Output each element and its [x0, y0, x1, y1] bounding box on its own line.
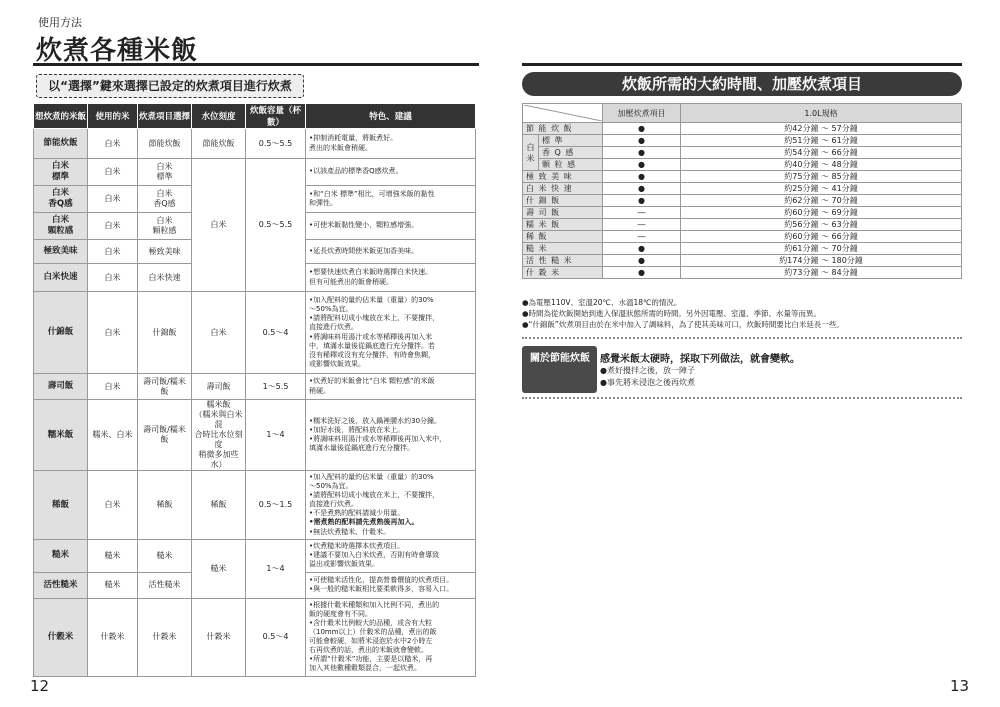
feature-line: •炊煮好的米飯會比“白米 顆粒感”的米飯 [309, 377, 435, 386]
mode-name: 活性糙米 [34, 572, 88, 598]
pressure-mark: ● [603, 243, 681, 255]
feature-line: 直接進行炊煮。 [309, 500, 358, 509]
pressure-mark: ● [603, 159, 681, 171]
features-cell [306, 159, 476, 186]
mode-name: 壽 司 飯 [523, 207, 603, 219]
note-line: ●為電壓110V、室溫20℃、水溫18℃的情況。 [522, 298, 682, 307]
mode-name: 極致美味 [34, 240, 88, 264]
capacity: 0.5〜1.5 [246, 471, 306, 540]
table-row [523, 255, 962, 267]
rice-type: 白米 [88, 240, 138, 264]
table-row [523, 159, 962, 171]
pressure-mark: ● [603, 195, 681, 207]
water-level: 糙米 [192, 539, 246, 598]
tips-list [600, 365, 695, 389]
features-cell [306, 240, 476, 264]
capacity: 1〜5.5 [246, 374, 306, 400]
mode-name: 糯米飯 [34, 400, 88, 471]
table-row [523, 231, 962, 243]
table-row [523, 123, 962, 135]
mode-name: 壽司飯 [34, 374, 88, 400]
title-rule [33, 63, 479, 66]
column-header: 炊煮項目選擇 [138, 104, 192, 129]
capacity: 0.5〜4 [246, 292, 306, 374]
table-row [34, 129, 476, 159]
mode-name: 顆 粒 感 [539, 159, 603, 171]
course-select: 壽司飯/糯米飯 [138, 374, 192, 400]
cook-time: 約51分鐘 〜 61分鐘 [681, 135, 962, 147]
rice-type: 白米 [88, 186, 138, 213]
water-level: 白米 [192, 159, 246, 292]
divider-dotted [522, 337, 962, 339]
features-cell [306, 213, 476, 240]
rice-type: 白米 [88, 129, 138, 159]
pressure-mark: ● [603, 147, 681, 159]
table-row [34, 159, 476, 186]
mode-name: 糙 米 [523, 243, 603, 255]
mode-name: 香 Q 感 [539, 147, 603, 159]
cook-time: 約54分鐘 〜 66分鐘 [681, 147, 962, 159]
feature-line: 中，填滿水量後從鍋底進行充分攪拌。若 [309, 341, 435, 350]
table-row [523, 183, 962, 195]
feature-line: 稍硬。 [309, 386, 330, 395]
table-row [34, 400, 476, 471]
feature-line: •建議不要加入白米炊煮，否則有時會導致 [309, 551, 440, 560]
table-row [523, 219, 962, 231]
right-section-label: 炊飯所需的大約時間、加壓炊煮項目 [522, 72, 962, 96]
feature-line: •加好水後，將配料放在米上。 [309, 425, 405, 434]
feature-line: •和“白米 標準”相比，可增強米飯的黏性 [309, 189, 435, 198]
water-level: 什穀米 [192, 598, 246, 676]
breadcrumb: 使用方法 [38, 16, 82, 29]
rice-type: 白米 [88, 213, 138, 240]
cooking-time-table [522, 103, 962, 279]
mode-name: 什 錦 飯 [523, 195, 603, 207]
capacity: 0.5〜4 [246, 598, 306, 676]
title-rule-right [522, 63, 962, 66]
feature-line: 〜50%為宜。 [309, 305, 353, 314]
capacity: 0.5〜5.5 [246, 129, 306, 159]
mode-name: 極 致 美 味 [523, 171, 603, 183]
pressure-mark: ― [603, 207, 681, 219]
course-select: 糙米 [138, 539, 192, 572]
course-select: 什錦飯 [138, 292, 192, 374]
water-level: 糯米飯 （糯米與白米混 合時比水位刻度 稍微多加些水） [192, 400, 246, 471]
table-row [34, 539, 476, 572]
rice-type: 白米 [88, 374, 138, 400]
tips-heading: 感覺米飯太硬時，採取下列做法，就會變軟。 [600, 354, 800, 365]
mode-name: 節 能 炊 飯 [523, 123, 603, 135]
cook-time: 約61分鐘 〜 70分鐘 [681, 243, 962, 255]
cook-time: 約60分鐘 〜 69分鐘 [681, 207, 962, 219]
mode-name: 什錦飯 [34, 292, 88, 374]
feature-line: •請將配料切成小塊放在米上，不要攪拌， [309, 491, 440, 500]
table-row [523, 195, 962, 207]
feature-line: •請將配料切成小塊放在米上，不要攪拌， [309, 314, 440, 323]
feature-line: •炊煮糙米時選擇本炊煮項目。 [309, 542, 405, 551]
pressure-mark: ● [603, 123, 681, 135]
water-level: 壽司飯 [192, 374, 246, 400]
feature-line: （10mm以上）什穀米的品種，煮出的飯 [309, 628, 437, 637]
column-header: 炊飯容量（杯數） [246, 104, 306, 129]
note-line: ●時間為從炊飯開始到進入保溫狀態所需的時間。另外因電壓、室溫、季節、水量等而異。 [522, 308, 822, 318]
feature-line: 〜50%為宜。 [309, 482, 353, 491]
feature-line: •與一般的糙米飯相比要柔軟得多，容易入口。 [309, 585, 454, 594]
features-cell [306, 400, 476, 471]
mode-name: 白米 香Q感 [34, 186, 88, 213]
left-section-label: 以“選擇”鍵來選擇已設定的炊煮項目進行炊煮 [36, 74, 304, 98]
mode-name: 活 性 糙 米 [523, 255, 603, 267]
water-level: 節能炊飯 [192, 129, 246, 159]
course-select: 壽司飯/糯米飯 [138, 400, 192, 471]
notes [522, 298, 962, 331]
pressure-mark: ― [603, 231, 681, 243]
mode-name: 糯 米 飯 [523, 219, 603, 231]
rice-type: 糙米 [88, 539, 138, 572]
feature-line: •根據什穀米種類和加入比例不同，煮出的 [309, 600, 440, 609]
rice-type: 白米 [88, 264, 138, 292]
table-row [34, 471, 476, 540]
table-row [523, 267, 962, 279]
feature-line: •將調味料用湯汁或水等稀釋後再加入米中， [309, 435, 447, 443]
cook-time: 約56分鐘 〜 63分鐘 [681, 219, 962, 231]
feature-line: 右再炊煮的話，煮出的米飯就會變軟。 [309, 646, 428, 655]
column-header: 想炊煮的米飯 [34, 104, 88, 129]
mode-name: 白米 顆粒感 [34, 213, 88, 240]
column-header: 使用的米 [88, 104, 138, 129]
feature-line: •含什穀米比例較大的品種，或含有大粒 [309, 618, 433, 627]
feature-line: 溢出或影響炊飯效果。 [309, 560, 379, 569]
feature-line: •可使米飯黏性變小，顆粒感增強。 [309, 221, 419, 230]
column-header: 1.0L規格 [681, 104, 962, 123]
pressure-mark: ● [603, 171, 681, 183]
note-line: ●“什錦飯”炊煮項目由於在米中加入了調味料，為了使其美味可口，炊飯時間要比白米延長一些。 [522, 319, 844, 329]
feature-line: 煮出的米飯會稍硬。 [309, 143, 372, 152]
feature-line: •無法炊煮糙米、什穀米。 [309, 527, 391, 536]
feature-line: •抑制消耗電量，將飯煮好。 [309, 134, 398, 143]
mode-name: 標 準 [539, 135, 603, 147]
mode-name: 什穀米 [34, 598, 88, 676]
feature-line: 和彈性。 [309, 199, 337, 207]
pressure-mark: ― [603, 219, 681, 231]
column-header: 水位刻度 [192, 104, 246, 129]
page-title: 炊煮各種米飯 [36, 36, 199, 66]
feature-line: •不是煮熟的配料請減少用量。 [309, 509, 405, 518]
pressure-mark: ● [603, 255, 681, 267]
course-select: 白米 顆粒感 [138, 213, 192, 240]
table-row [34, 292, 476, 374]
rice-type: 白米 [88, 292, 138, 374]
mode-name: 節能炊飯 [34, 129, 88, 159]
feature-line: •糯米洗好之後，放入鍋裡腰水約30分鐘。 [309, 416, 442, 425]
course-select: 白米 標準 [138, 159, 192, 186]
features-cell [306, 264, 476, 292]
cook-time: 約25分鐘 〜 41分鐘 [681, 183, 962, 195]
page-number-left: 12 [30, 677, 50, 695]
column-header: 加壓炊煮項目 [603, 104, 681, 123]
diagonal-line [524, 105, 602, 121]
table-row [34, 374, 476, 400]
feature-line: •延長炊煮時間使米飯更加香美味。 [309, 246, 419, 255]
rice-type: 什穀米 [88, 598, 138, 676]
tips-item: ●事先將米浸泡之後再炊煮 [600, 378, 695, 387]
feature-line: •需煮熟的配料請先煮熟後再加入。 [309, 518, 419, 527]
table-row [523, 207, 962, 219]
mode-name: 白 米 快 速 [523, 183, 603, 195]
mode-name: 糙米 [34, 539, 88, 572]
cook-time: 約62分鐘 〜 70分鐘 [681, 195, 962, 207]
mode-name: 白米 標準 [34, 159, 88, 186]
features-cell [306, 186, 476, 213]
table-header-row [523, 104, 962, 123]
features-cell [306, 471, 476, 540]
table-row [523, 135, 962, 147]
table-row [523, 147, 962, 159]
table-header-row [34, 104, 476, 129]
cook-time: 約60分鐘 〜 66分鐘 [681, 231, 962, 243]
feature-line: •加入配料的量約佔米量（重量）的30% [309, 473, 434, 481]
capacity: 1〜4 [246, 400, 306, 471]
capacity: 0.5〜5.5 [246, 159, 306, 292]
cook-time: 約40分鐘 〜 48分鐘 [681, 159, 962, 171]
feature-line: 直接進行炊煮。 [309, 323, 358, 332]
features-cell [306, 539, 476, 572]
water-level: 白米 [192, 292, 246, 374]
feature-line: 填滿水量後從鍋底進行充分攪拌。 [309, 444, 414, 453]
capacity: 1〜4 [246, 539, 306, 598]
mode-name: 什 穀 米 [523, 267, 603, 279]
feature-line: •所謂“什穀米”功能，主要是以糙米，再 [309, 655, 433, 664]
feature-line: •想要快速炊煮白米飯時選擇白米快速。 [309, 268, 433, 277]
course-select: 活性糙米 [138, 572, 192, 598]
mode-name: 白米快速 [34, 264, 88, 292]
course-select: 什穀米 [138, 598, 192, 676]
pressure-mark: ● [603, 135, 681, 147]
pressure-mark: ● [603, 183, 681, 195]
feature-line: •以該產品的標準香Q感炊煮。 [309, 167, 403, 176]
divider-dotted [522, 397, 962, 399]
features-cell [306, 572, 476, 598]
feature-line: •可使糙米活性化，提高營養價值的炊煮項目。 [309, 576, 454, 585]
table-row [523, 171, 962, 183]
rice-type: 糙米 [88, 572, 138, 598]
feature-line: 飯的硬度會有不同。 [309, 609, 372, 618]
tips-label: 關於節能炊飯 [522, 346, 597, 393]
features-cell [306, 292, 476, 374]
feature-line: 但有可能煮出的飯會稍硬。 [309, 277, 393, 286]
course-select: 白米快速 [138, 264, 192, 292]
diagonal-corner-cell [523, 104, 603, 123]
mode-name: 稀飯 [34, 471, 88, 540]
cooking-mode-table [33, 103, 476, 677]
feature-line: 可能會較硬，如將米浸泡於水中2小時左 [309, 637, 433, 646]
rice-type: 白米 [88, 159, 138, 186]
feature-line: 或影響炊飯效果。 [309, 359, 365, 368]
course-select: 稀飯 [138, 471, 192, 540]
mode-name: 稀 飯 [523, 231, 603, 243]
rice-type: 白米 [88, 471, 138, 540]
features-cell [306, 129, 476, 159]
pressure-mark: ● [603, 267, 681, 279]
feature-line: •將調味料用湯汁或水等稀釋後再加入米 [309, 332, 433, 341]
column-header: 特色、建議 [306, 104, 476, 129]
rice-type: 糯米、白米 [88, 400, 138, 471]
features-cell [306, 598, 476, 676]
feature-line: •加入配料的量約佔米量（重量）的30% [309, 296, 434, 305]
cook-time: 約75分鐘 〜 85分鐘 [681, 171, 962, 183]
course-select: 節能炊飯 [138, 129, 192, 159]
features-cell [306, 374, 476, 400]
course-select: 極致美味 [138, 240, 192, 264]
table-row [523, 243, 962, 255]
cook-time: 約174分鐘 〜 180分鐘 [681, 255, 962, 267]
course-select: 白米 香Q感 [138, 186, 192, 213]
cook-time: 約42分鐘 〜 57分鐘 [681, 123, 962, 135]
table-row [34, 598, 476, 676]
group-label: 白米 [523, 135, 539, 171]
water-level: 稀飯 [192, 471, 246, 540]
page-number-right: 13 [950, 677, 970, 695]
feature-line: 沒有稀釋或沒有充分攪拌，有時會焦糊， [309, 350, 435, 359]
feature-line: 加入其他數種穀類混合，一起炊煮。 [309, 664, 421, 673]
cook-time: 約73分鐘 〜 84分鐘 [681, 267, 962, 279]
tips-item: ●煮好攪拌之後，放一陣子 [600, 366, 695, 375]
